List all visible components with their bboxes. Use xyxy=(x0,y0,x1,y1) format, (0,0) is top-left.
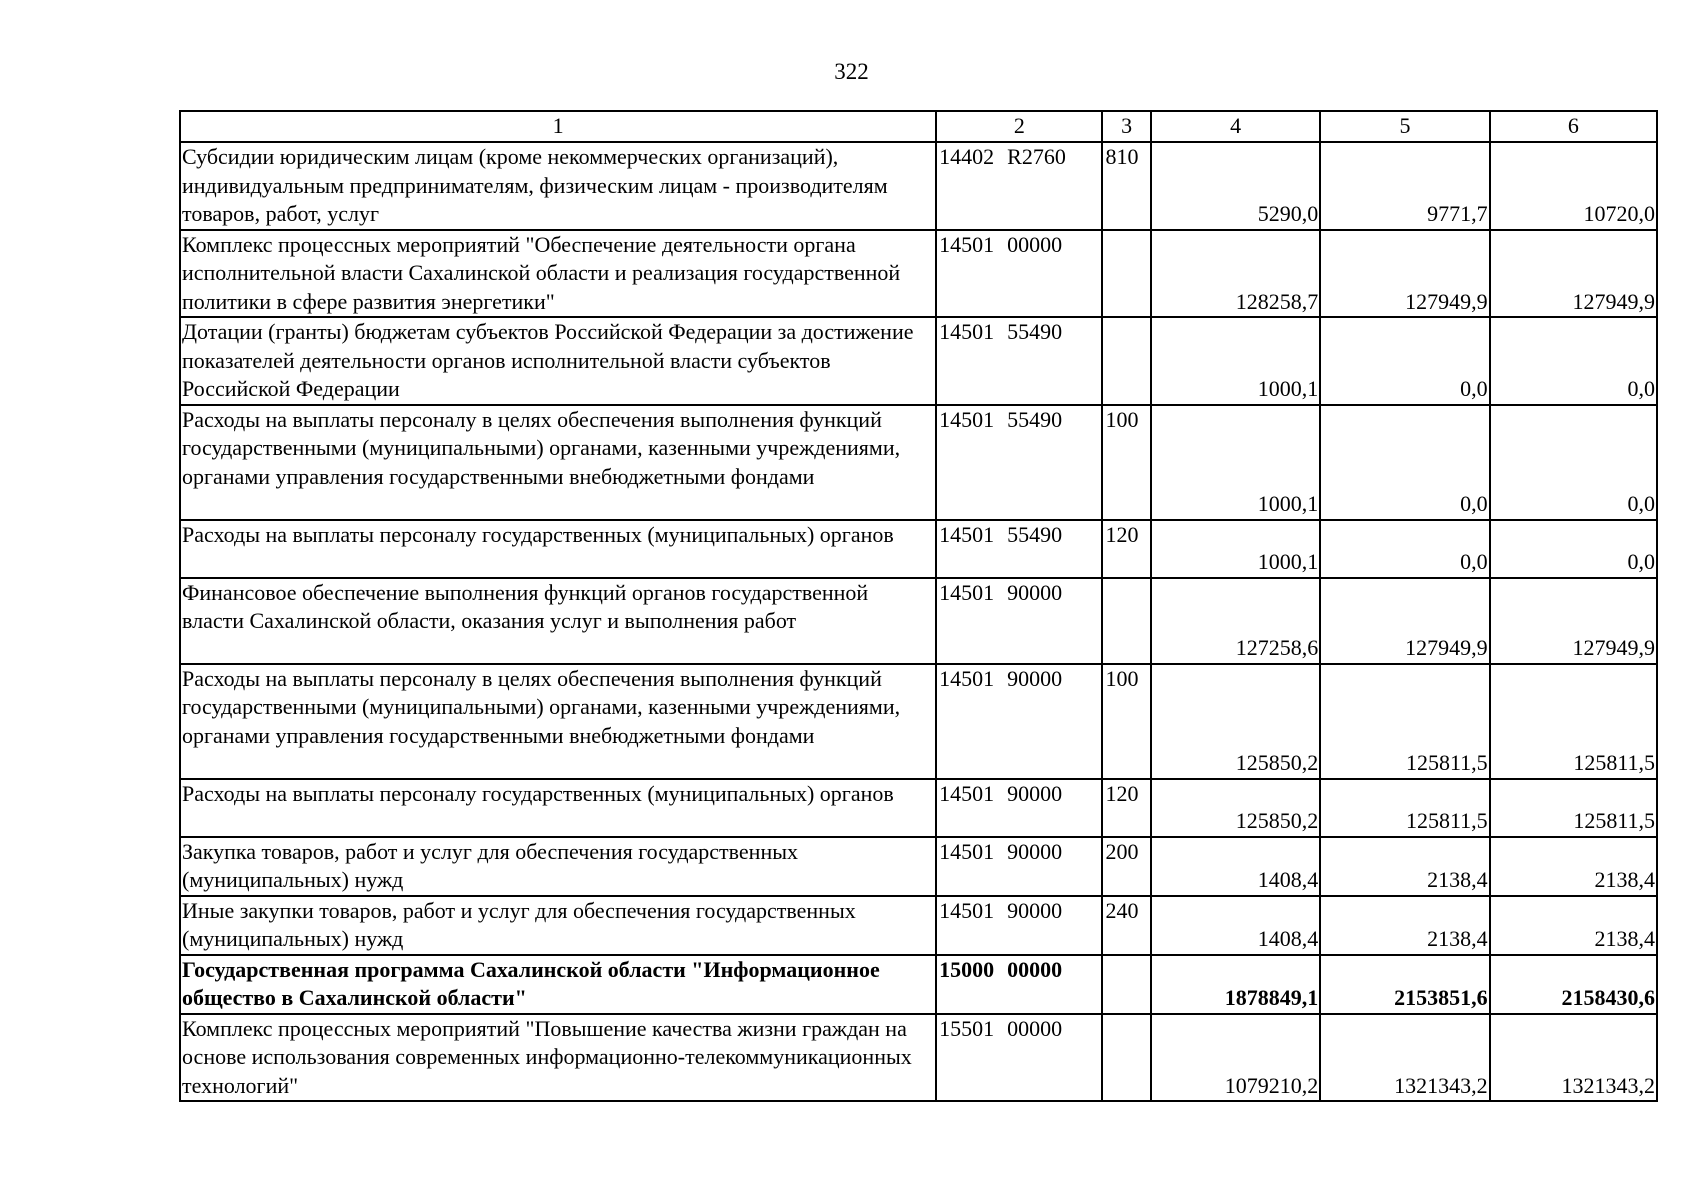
row-name-cell: Расходы на выплаты персоналу государственных (муниципальных) органов xyxy=(180,520,936,578)
amount-cell-4: 1000,1 xyxy=(1151,405,1320,520)
column-header-6: 6 xyxy=(1490,111,1657,142)
amount-cell-6: 127949,9 xyxy=(1490,230,1657,318)
program-code: 14501 xyxy=(939,231,995,257)
column-header-4: 4 xyxy=(1151,111,1320,142)
row-code-cell xyxy=(936,317,1102,405)
amount-cell-5: 0,0 xyxy=(1320,520,1489,578)
program-code: 14501 xyxy=(939,521,995,547)
program-code: 14501 xyxy=(939,319,995,344)
amount-cell-5: 2138,4 xyxy=(1320,837,1489,896)
expense-type-cell xyxy=(1102,317,1150,405)
direction-code: 90000 xyxy=(1007,780,1063,806)
row-code-cell xyxy=(936,142,1102,230)
amount-cell-5: 125811,5 xyxy=(1320,664,1489,779)
amount-cell-6: 0,0 xyxy=(1490,520,1657,578)
table-row xyxy=(180,896,1657,955)
row-code-cell xyxy=(936,230,1102,318)
amount-cell-4: 5290,0 xyxy=(1151,142,1320,230)
amount-cell-6: 1321343,2 xyxy=(1490,1014,1657,1102)
column-header-2: 2 xyxy=(936,111,1102,142)
row-name-cell: Комплекс процессных мероприятий "Повышение качества жизни граждан на основе использования современных информационно-телекоммуникационных технологий" xyxy=(180,1014,936,1102)
expense-type-cell: 120 xyxy=(1102,779,1150,837)
amount-cell-4: 127258,6 xyxy=(1151,578,1320,664)
expense-type-cell: 810 xyxy=(1102,142,1150,230)
table-row xyxy=(180,142,1657,230)
amount-cell-4: 1000,1 xyxy=(1151,520,1320,578)
row-name-cell: Государственная программа Сахалинской области "Информационное общество в Сахалинской области" xyxy=(180,955,936,1014)
direction-code: 55490 xyxy=(1007,406,1063,432)
direction-code: 90000 xyxy=(1007,579,1063,605)
row-code-cell xyxy=(936,837,1102,896)
table-body xyxy=(180,142,1657,1101)
program-code: 14402 xyxy=(939,144,995,169)
direction-code: 00000 xyxy=(1007,956,1063,982)
row-code-cell xyxy=(936,405,1102,520)
amount-cell-6: 127949,9 xyxy=(1490,578,1657,664)
amount-cell-4: 125850,2 xyxy=(1151,779,1320,837)
expense-type-cell: 200 xyxy=(1102,837,1150,896)
amount-cell-5: 9771,7 xyxy=(1320,142,1489,230)
program-code: 14501 xyxy=(939,780,995,806)
program-code: 15501 xyxy=(939,1015,995,1041)
table-row xyxy=(180,779,1657,837)
table-row xyxy=(180,955,1657,1014)
row-code-cell xyxy=(936,955,1102,1014)
expense-type-cell xyxy=(1102,1014,1150,1102)
program-code: 14501 xyxy=(939,838,995,864)
amount-cell-6: 125811,5 xyxy=(1490,664,1657,779)
table-row xyxy=(180,405,1657,520)
expense-type-cell: 120 xyxy=(1102,520,1150,578)
program-code: 14501 xyxy=(939,579,995,605)
budget-table xyxy=(179,110,1658,1102)
direction-code: 90000 xyxy=(1007,665,1063,691)
page-number: 322 xyxy=(834,59,869,84)
row-code-cell xyxy=(936,578,1102,664)
row-name-cell: Комплекс процессных мероприятий "Обеспечение деятельности органа исполнительной власти Сахалинской области и реализация государственной политики в сфере развития энергетики" xyxy=(180,230,936,318)
table-row xyxy=(180,578,1657,664)
amount-cell-4: 1000,1 xyxy=(1151,317,1320,405)
row-code-cell xyxy=(936,779,1102,837)
amount-cell-4: 1408,4 xyxy=(1151,896,1320,955)
column-header-3: 3 xyxy=(1102,111,1150,142)
row-code-cell xyxy=(936,1014,1102,1102)
row-name-cell: Расходы на выплаты персоналу государственных (муниципальных) органов xyxy=(180,779,936,837)
row-name-cell: Дотации (гранты) бюджетам субъектов Российской Федерации за достижение показателей деятельности органов исполнительной власти субъектов Российской Федерации xyxy=(180,317,936,405)
table-row xyxy=(180,1014,1657,1102)
direction-code: 90000 xyxy=(1007,838,1063,864)
amount-cell-5: 1321343,2 xyxy=(1320,1014,1489,1102)
column-header-5: 5 xyxy=(1320,111,1489,142)
expense-type-cell xyxy=(1102,230,1150,318)
program-code: 14501 xyxy=(939,897,995,923)
amount-cell-5: 2153851,6 xyxy=(1320,955,1489,1014)
program-code: 14501 xyxy=(939,665,995,691)
direction-code: 90000 xyxy=(1007,897,1063,923)
expense-type-cell: 100 xyxy=(1102,405,1150,520)
table-row xyxy=(180,837,1657,896)
row-name-cell: Финансовое обеспечение выполнения функций органов государственной власти Сахалинской области, оказания услуг и выполнения работ xyxy=(180,578,936,664)
amount-cell-4: 1878849,1 xyxy=(1151,955,1320,1014)
expense-type-cell: 240 xyxy=(1102,896,1150,955)
amount-cell-4: 125850,2 xyxy=(1151,664,1320,779)
expense-type-cell xyxy=(1102,578,1150,664)
row-code-cell xyxy=(936,896,1102,955)
amount-cell-4: 1079210,2 xyxy=(1151,1014,1320,1102)
header-row xyxy=(180,111,1657,142)
amount-cell-4: 128258,7 xyxy=(1151,230,1320,318)
row-name-cell: Расходы на выплаты персоналу в целях обеспечения выполнения функций государственными (муниципальными) органами, казенными учреждениями, органами управления государственными внебюджетными фондами xyxy=(180,405,936,520)
row-name-cell: Расходы на выплаты персоналу в целях обеспечения выполнения функций государственными (муниципальными) органами, казенными учреждениями, органами управления государственными внебюджетными фондами xyxy=(180,664,936,779)
amount-cell-6: 0,0 xyxy=(1490,317,1657,405)
expense-type-cell xyxy=(1102,955,1150,1014)
amount-cell-5: 2138,4 xyxy=(1320,896,1489,955)
program-code: 15000 xyxy=(939,956,995,982)
table-row xyxy=(180,230,1657,318)
table-row xyxy=(180,520,1657,578)
direction-code: 00000 xyxy=(1007,231,1063,257)
program-code: 14501 xyxy=(939,406,995,432)
amount-cell-5: 127949,9 xyxy=(1320,230,1489,318)
row-name-cell: Закупка товаров, работ и услуг для обеспечения государственных (муниципальных) нужд xyxy=(180,837,936,896)
column-header-1: 1 xyxy=(180,111,936,142)
amount-cell-6: 2138,4 xyxy=(1490,896,1657,955)
row-code-cell xyxy=(936,520,1102,578)
table-row xyxy=(180,664,1657,779)
amount-cell-4: 1408,4 xyxy=(1151,837,1320,896)
amount-cell-5: 0,0 xyxy=(1320,405,1489,520)
row-name-cell: Субсидии юридическим лицам (кроме некоммерческих организаций), индивидуальным предпринимателям, физическим лицам - производителям товаров, работ, услуг xyxy=(180,142,936,230)
direction-code: 55490 xyxy=(1007,521,1063,547)
amount-cell-6: 10720,0 xyxy=(1490,142,1657,230)
row-code-cell xyxy=(936,664,1102,779)
amount-cell-6: 2158430,6 xyxy=(1490,955,1657,1014)
amount-cell-6: 125811,5 xyxy=(1490,779,1657,837)
row-name-cell: Иные закупки товаров, работ и услуг для обеспечения государственных (муниципальных) нужд xyxy=(180,896,936,955)
direction-code: R2760 xyxy=(1007,144,1066,169)
amount-cell-6: 0,0 xyxy=(1490,405,1657,520)
direction-code: 00000 xyxy=(1007,1015,1063,1041)
amount-cell-5: 127949,9 xyxy=(1320,578,1489,664)
table-row xyxy=(180,317,1657,405)
amount-cell-6: 2138,4 xyxy=(1490,837,1657,896)
expense-type-cell: 100 xyxy=(1102,664,1150,779)
amount-cell-5: 0,0 xyxy=(1320,317,1489,405)
direction-code: 55490 xyxy=(1007,319,1063,344)
amount-cell-5: 125811,5 xyxy=(1320,779,1489,837)
